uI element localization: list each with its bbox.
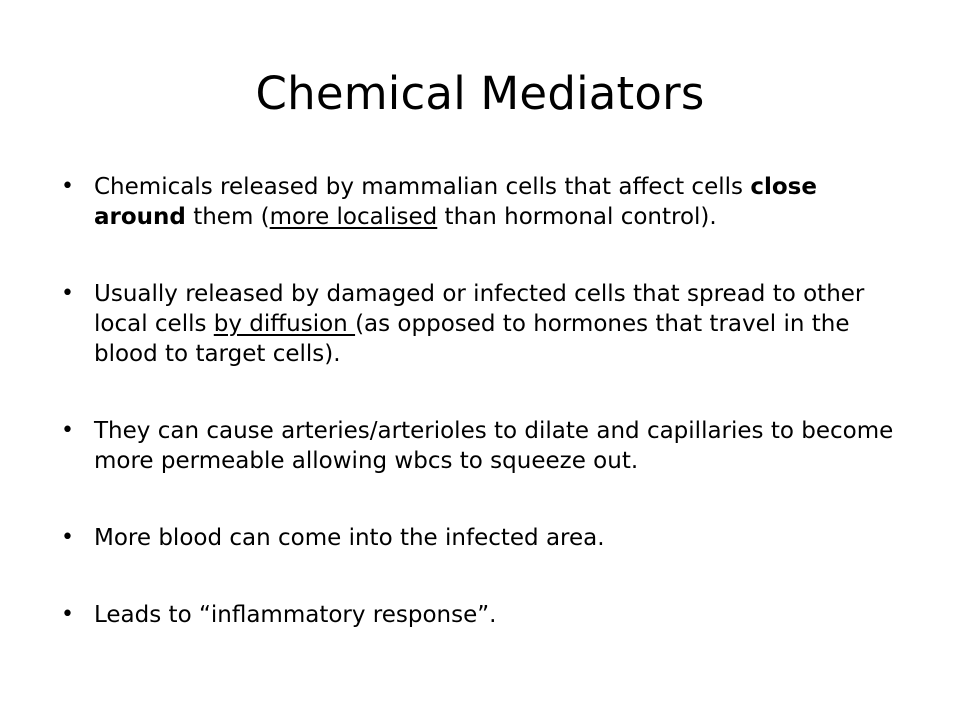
- bullet-icon: •: [61, 525, 74, 550]
- bullet-icon: •: [61, 418, 74, 443]
- bullet-text: They can cause arteries/arterioles to dilate and capillaries to become more permeable allowing wbcs to squeeze out.: [94, 418, 894, 474]
- bullet-text-segment: Chemicals released by mammalian cells that affect cells: [94, 174, 751, 200]
- bullet-item-4: [58, 523, 908, 553]
- bullet-text-segment: them (: [185, 204, 270, 230]
- bullet-text-segment: (as opposed to hormones that travel in the blood to target cells).: [94, 311, 850, 367]
- bullet-text-segment: than hormonal control).: [437, 204, 717, 230]
- bullet-text: More blood can come into the infected area.: [94, 525, 605, 551]
- bold-text: close around: [94, 174, 817, 230]
- slide-title: Chemical Mediators: [255, 67, 705, 120]
- bullet-list: [58, 172, 908, 630]
- bullet-icon: •: [61, 281, 74, 306]
- bullet-item-3: [58, 416, 908, 476]
- bullet-item-5: [58, 600, 908, 630]
- bullet-item-2: [58, 279, 908, 369]
- bullet-icon: •: [61, 602, 74, 627]
- underlined-text: by diffusion: [213, 311, 356, 337]
- bullet-text: Leads to “inflammatory response”.: [94, 602, 497, 628]
- bullet-item-1: [58, 172, 908, 232]
- bullet-text-segment: Usually released by damaged or infected cells that spread to other local cells: [94, 281, 865, 337]
- bullet-icon: •: [61, 174, 74, 199]
- underlined-text: more localised: [269, 204, 438, 230]
